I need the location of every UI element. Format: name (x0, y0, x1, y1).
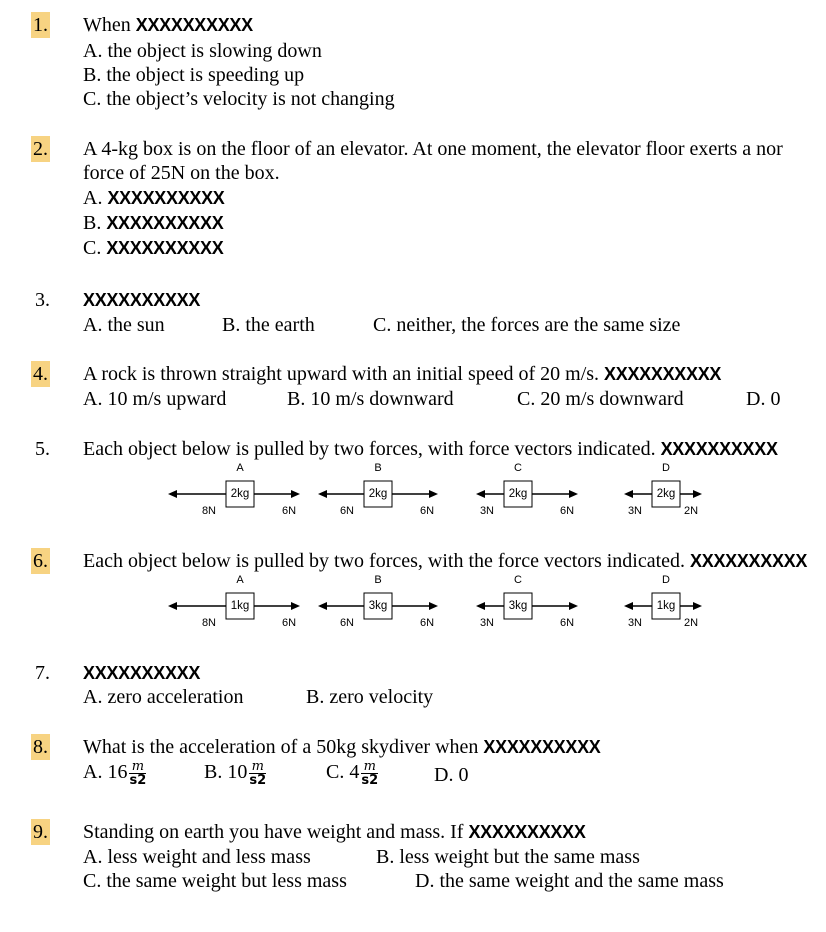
masked-text: XXXXXXXXXX (83, 663, 201, 683)
right-force-label: 6N (560, 505, 575, 517)
force-diagram-row-6 (0, 568, 826, 638)
question-1-option-b: B. the object is speeding up (83, 64, 305, 86)
question-4-option-b: B. 10 m/s downward (287, 388, 454, 410)
question-9-option-d: D. the same weight and the same mass (415, 870, 724, 892)
right-force-label: 6N (282, 617, 297, 629)
right-arrow-head (693, 602, 702, 610)
unit-fraction: $\frac{m}{s2}$ (361, 759, 379, 788)
question-number-3: 3. (35, 289, 50, 311)
unit-fraction: $\frac{m}{s2}$ (249, 759, 267, 788)
stem-text: When (83, 14, 136, 36)
left-arrow-head (476, 490, 485, 498)
question-4-option-c: C. 20 m/s downward (517, 388, 684, 410)
diagram-letter: C (514, 462, 522, 474)
right-force-label: 6N (420, 505, 435, 517)
left-arrow-head (624, 602, 633, 610)
question-3-option-a: A. the sun (83, 314, 165, 336)
question-number-7: 7. (35, 662, 50, 684)
left-arrow-head (318, 602, 327, 610)
mass-label: 3kg (368, 600, 388, 612)
left-arrow-head (168, 490, 177, 498)
masked-text: XXXXXXXXXX (106, 238, 224, 258)
mass-label: 1kg (656, 600, 676, 612)
diagram-letter: B (374, 462, 382, 474)
question-9-stem (83, 820, 586, 844)
left-arrow-head (168, 602, 177, 610)
mass-label: 3kg (508, 600, 528, 612)
question-9-option-a: A. less weight and less mass (83, 846, 311, 868)
right-arrow-head (429, 602, 438, 610)
right-arrow-head (693, 490, 702, 498)
question-3-option-b: B. the earth (222, 314, 315, 336)
left-force-label: 3N (479, 505, 494, 517)
option-label: A. (83, 187, 108, 209)
left-force-label: 3N (479, 617, 494, 629)
question-number-6: 6. (33, 550, 48, 572)
question-7-stem (83, 661, 200, 685)
stem-text: A rock is thrown straight upward with an initial speed of 20 m/s. (83, 363, 605, 385)
right-arrow-head (569, 490, 578, 498)
force-diagram-row-5 (0, 456, 826, 526)
question-7-option-b: B. zero velocity (306, 686, 434, 708)
left-force-label: 3N (627, 617, 642, 629)
masked-text: XXXXXXXXXX (660, 439, 778, 459)
diagram-letter: A (236, 462, 244, 474)
question-8-option-d: D. 0 (434, 764, 469, 786)
option-label: B. 10 (204, 761, 248, 784)
masked-text: XXXXXXXXXX (83, 290, 201, 310)
right-arrow-head (291, 490, 300, 498)
diagram-letter: A (236, 574, 244, 586)
masked-text: XXXXXXXXXX (690, 551, 808, 571)
question-number-1: 1. (33, 14, 48, 36)
stem-text: Each object below is pulled by two forces, with force vectors indicated. (83, 438, 661, 460)
mass-label: 2kg (508, 488, 528, 500)
question-1-stem (83, 13, 253, 37)
question-number-8: 8. (33, 736, 48, 758)
question-number-4: 4. (33, 363, 48, 385)
mass-label: 2kg (368, 488, 388, 500)
mass-label: 1kg (230, 600, 250, 612)
question-8-option-b (204, 760, 266, 787)
left-force-label: 6N (339, 617, 354, 629)
question-3-option-c: C. neither, the forces are the same size (373, 314, 681, 336)
stem-text: Standing on earth you have weight and mass. If (83, 821, 469, 843)
question-3-stem (83, 288, 200, 312)
left-force-label: 8N (201, 505, 216, 517)
masked-text: XXXXXXXXXX (483, 737, 601, 757)
diagram-letter: C (514, 574, 522, 586)
right-force-label: 6N (560, 617, 575, 629)
question-1-option-c: C. the object’s velocity is not changing (83, 88, 395, 110)
question-8-option-c (326, 760, 378, 787)
masked-text: XXXXXXXXXX (106, 213, 224, 233)
diagram-letter: D (662, 462, 670, 474)
masked-text: XXXXXXXXXX (604, 364, 722, 384)
right-arrow-head (291, 602, 300, 610)
option-label: B. (83, 212, 107, 234)
option-label: C. (83, 237, 107, 259)
right-force-label: 6N (420, 617, 435, 629)
diagram-letter: B (374, 574, 382, 586)
unit-fraction: $\frac{m}{s2}$ (129, 759, 147, 788)
question-4-option-a: A. 10 m/s upward (83, 388, 227, 410)
question-9-option-c: C. the same weight but less mass (83, 870, 347, 892)
right-force-label: 2N (684, 505, 699, 517)
question-2-option-c (83, 236, 223, 260)
question-2-stem-line-1: A 4-kg box is on the floor of an elevator. At one moment, the elevator floor exerts a nor (83, 138, 783, 160)
stem-text: What is the acceleration of a 50kg skydiver when (83, 736, 484, 758)
question-number-9: 9. (33, 821, 48, 843)
question-number-5: 5. (35, 438, 50, 460)
diagram-letter: D (662, 574, 670, 586)
question-9-option-b: B. less weight but the same mass (376, 846, 640, 868)
left-arrow-head (624, 490, 633, 498)
left-arrow-head (318, 490, 327, 498)
question-2-option-b (83, 211, 223, 235)
stem-text: Each object below is pulled by two forces, with the force vectors indicated. (83, 550, 691, 572)
left-force-label: 8N (201, 617, 216, 629)
question-number-2: 2. (33, 138, 48, 160)
masked-text: XXXXXXXXXX (135, 15, 253, 35)
mass-label: 2kg (230, 488, 250, 500)
masked-text: XXXXXXXXXX (107, 188, 225, 208)
question-8-option-a (83, 760, 146, 787)
left-arrow-head (476, 602, 485, 610)
question-4-option-d: D. 0 (746, 388, 781, 410)
right-force-label: 6N (282, 505, 297, 517)
left-force-label: 3N (627, 505, 642, 517)
question-2-stem-line-2: force of 25N on the box. (83, 162, 280, 184)
option-label: C. 4 (326, 761, 360, 784)
right-arrow-head (569, 602, 578, 610)
question-4-stem (83, 362, 721, 386)
left-force-label: 6N (339, 505, 354, 517)
question-1-option-a: A. the object is slowing down (83, 40, 322, 62)
right-arrow-head (429, 490, 438, 498)
mass-label: 2kg (656, 488, 676, 500)
question-8-stem (83, 735, 600, 759)
question-7-option-a: A. zero acceleration (83, 686, 244, 708)
question-2-option-a (83, 186, 225, 210)
masked-text: XXXXXXXXXX (468, 822, 586, 842)
option-label: A. 16 (83, 761, 128, 784)
right-force-label: 2N (684, 617, 699, 629)
